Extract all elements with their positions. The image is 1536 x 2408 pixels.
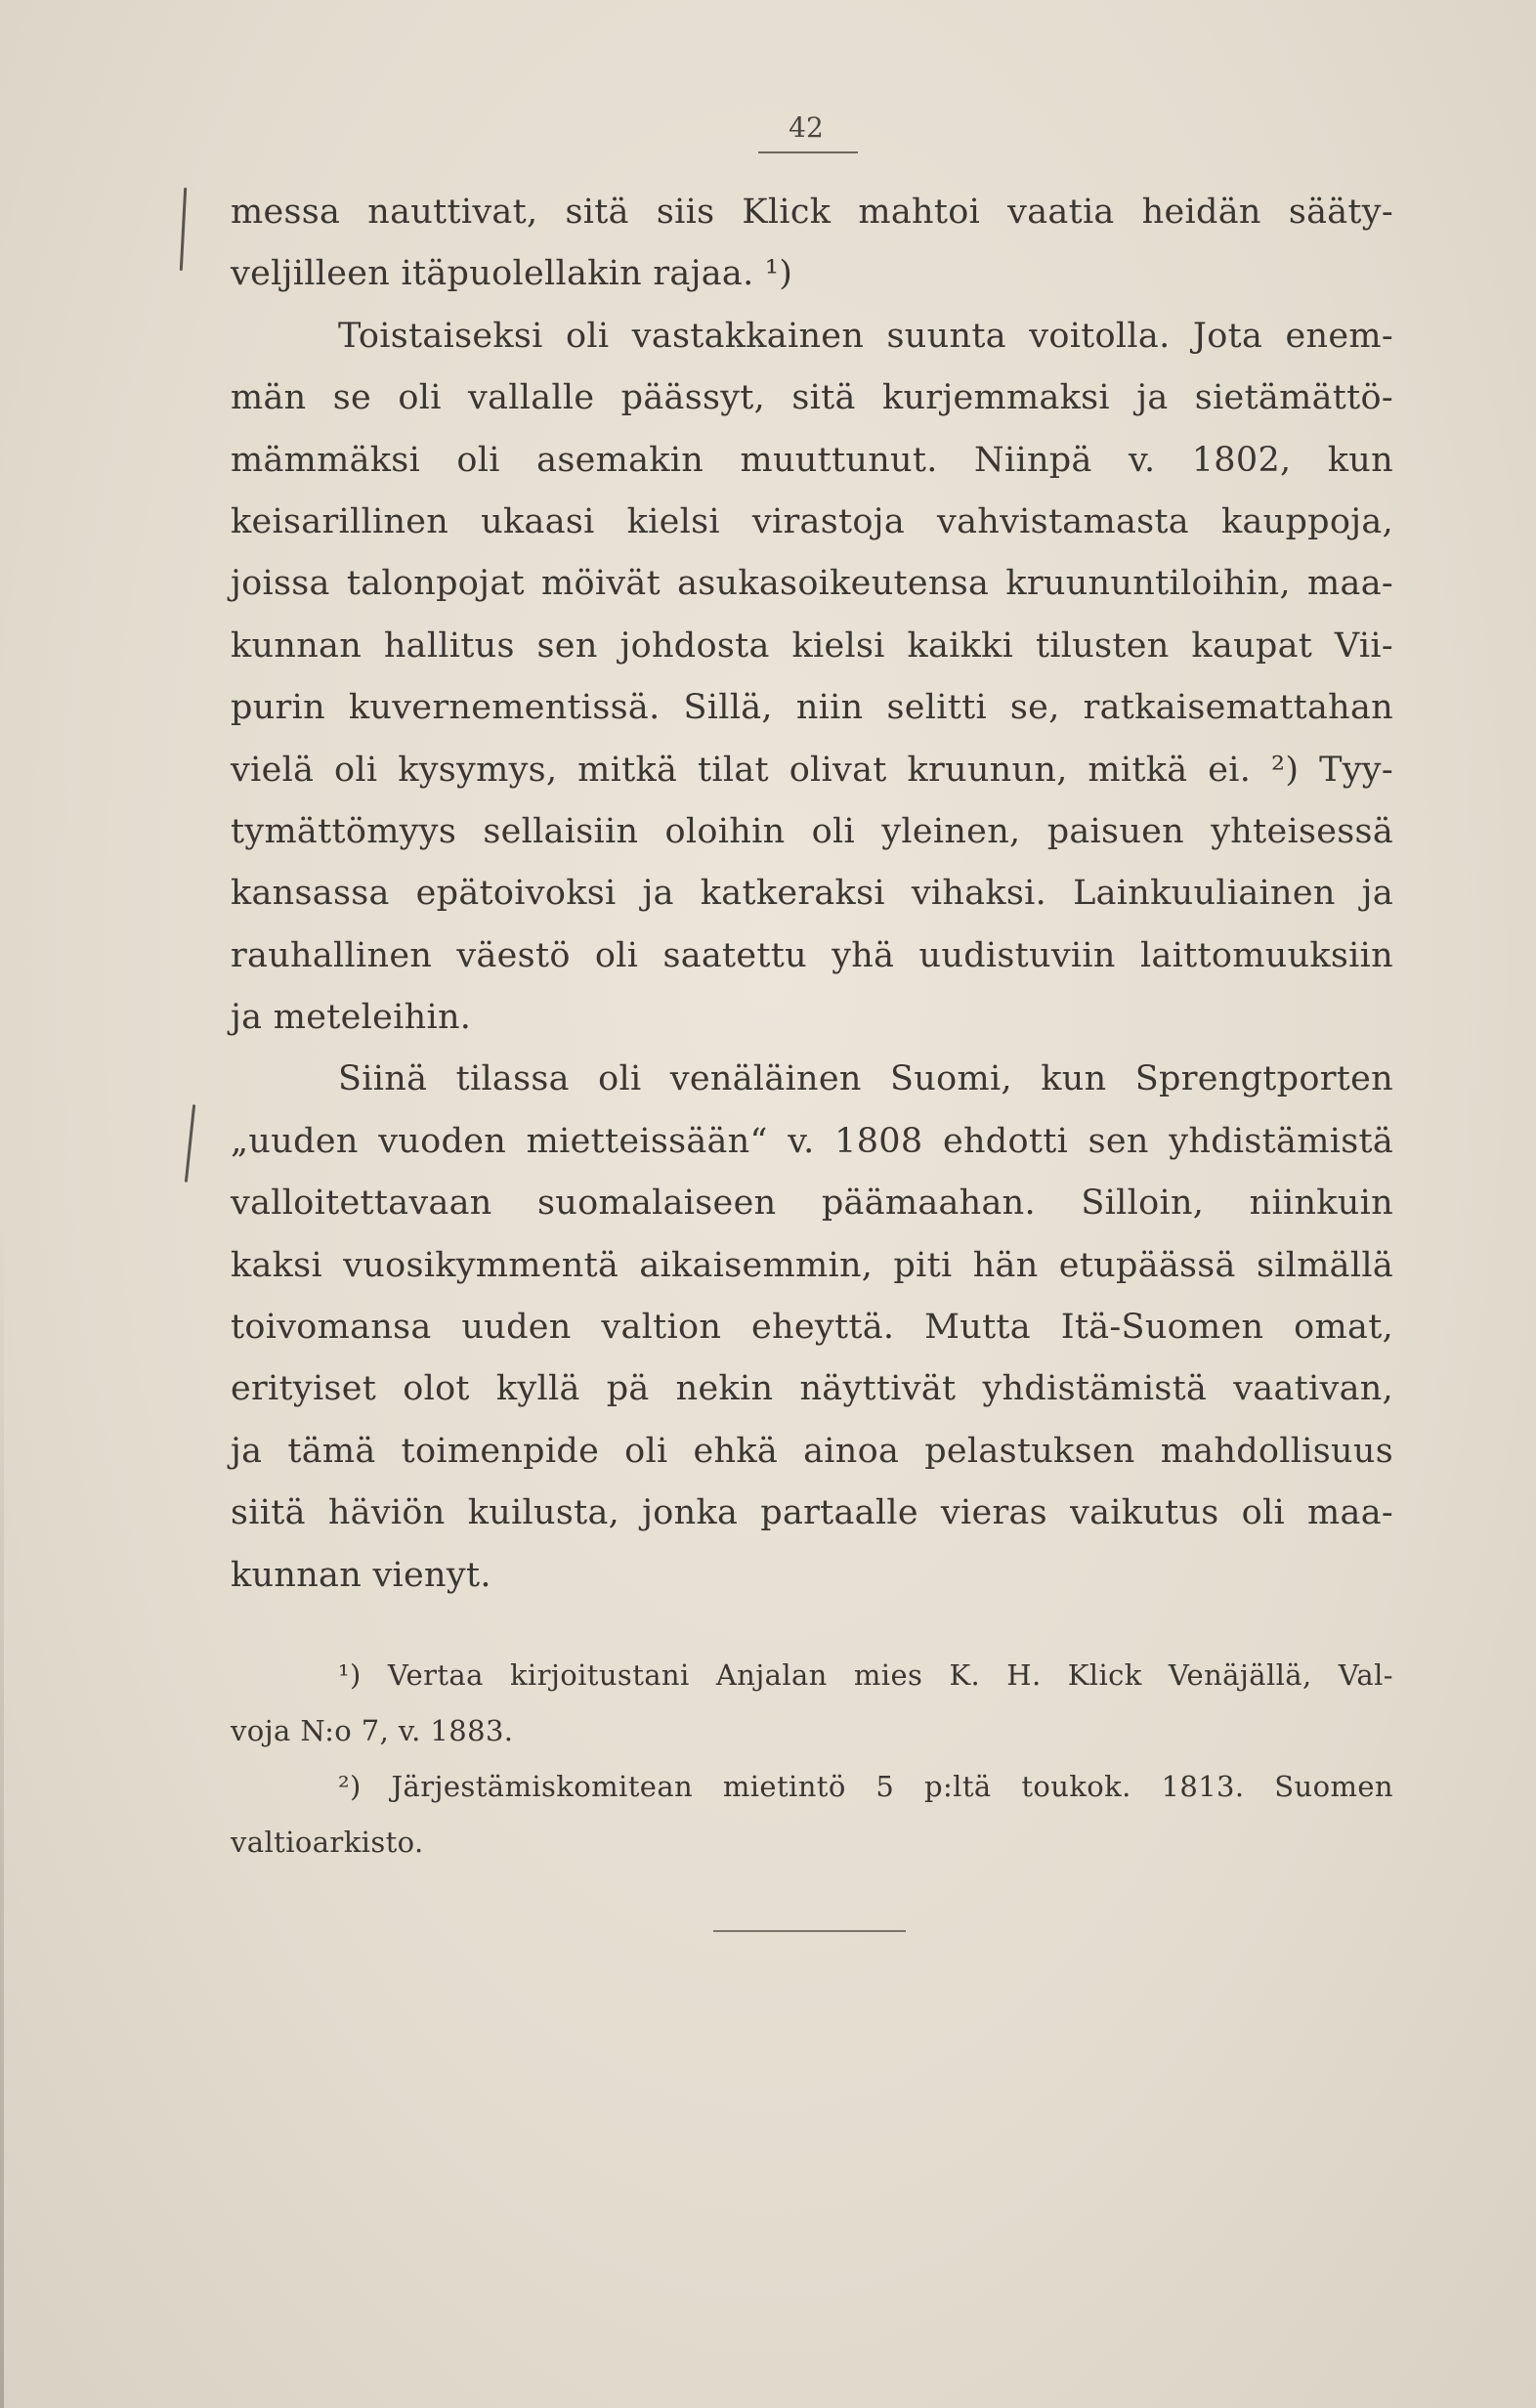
page-edge-shadow: [0, 1222, 4, 2408]
page-number: 42: [789, 111, 824, 144]
text-line: rauhallinen väestö oli saatettu yhä uudistuviin laittomuuksiin: [231, 935, 1393, 975]
text-line: joissa talonpojat möivät asukasoikeutensa kruununtiloihin, maa-: [231, 564, 1393, 604]
body-text: [231, 182, 1393, 1607]
text-line: messa nauttivat, sitä siis Klick mahtoi vaatia heidän sääty-: [231, 193, 1393, 232]
text-line: „uuden vuoden mietteissään“ v. 1808 ehdotti sen yhdistämistä: [231, 1121, 1393, 1161]
text-line: Siinä tilassa oli venäläinen Suomi, kun Sprengtporten: [338, 1059, 1393, 1099]
page-number-rule: [758, 151, 858, 153]
text-line: män se oli vallalle päässyt, sitä kurjemmaksi ja sietämättö-: [231, 378, 1393, 418]
footnotes: [231, 1648, 1393, 1870]
text-line: Toistaiseksi oli vastakkainen suunta voitolla. Jota enem-: [338, 316, 1393, 356]
margin-pencil-mark: [180, 188, 187, 271]
text-line: vielä oli kysymys, mitkä tilat olivat kruunun, mitkä ei. ²) Tyy-: [231, 750, 1393, 790]
footnote-line: ²) Järjestämiskomitean mietintö 5 p:ltä toukok. 1813. Suomen: [338, 1770, 1393, 1803]
text-line: kansassa epätoivoksi ja katkeraksi vihaksi. Lainkuuliainen ja: [231, 874, 1393, 914]
text-line: valloitettavaan suomalaiseen päämaahan. Silloin, niinkuin: [231, 1183, 1393, 1224]
text-line: kunnan hallitus sen johdosta kielsi kaikki tilusten kaupat Vii-: [231, 625, 1393, 666]
text-line: toivomansa uuden valtion eheyttä. Mutta Itä-Suomen omat,: [231, 1308, 1393, 1348]
text-line: ja meteleihin.: [231, 998, 472, 1038]
text-line: ja tämä toimenpide oli ehkä ainoa pelastuksen mahdollisuus: [231, 1431, 1393, 1471]
bottom-rule: [713, 1930, 906, 1932]
footnote-line: ¹) Vertaa kirjoitustani Anjalan mies K. H. Klick Venäjällä, Val-: [338, 1658, 1393, 1692]
text-line: kaksi vuosikymmentä aikaisemmin, piti hän etupäässä silmällä: [231, 1245, 1393, 1285]
footnote-line: voja N:o 7, v. 1883.: [231, 1714, 514, 1747]
text-line: purin kuvernementissä. Sillä, niin selitti se, ratkaisemattahan: [231, 688, 1393, 728]
text-line: siitä häviön kuilusta, jonka partaalle vieras vaikutus oli maa-: [231, 1493, 1393, 1533]
text-line: erityiset olot kyllä pä nekin näyttivät yhdistämistä vaativan,: [231, 1369, 1393, 1409]
margin-pencil-mark: [185, 1104, 195, 1182]
text-line: mämmäksi oli asemakin muuttunut. Niinpä v. 1802, kun: [231, 440, 1393, 480]
text-line: keisarillinen ukaasi kielsi virastoja vahvistamasta kauppoja,: [231, 501, 1393, 541]
text-line: tymättömyys sellaisiin oloihin oli yleinen, paisuen yhteisessä: [231, 811, 1393, 851]
footnote-line: valtioarkisto.: [231, 1826, 424, 1859]
text-line: kunnan vienyt.: [231, 1555, 491, 1595]
text-line: veljilleen itäpuolellakin rajaa. ¹): [231, 254, 793, 294]
